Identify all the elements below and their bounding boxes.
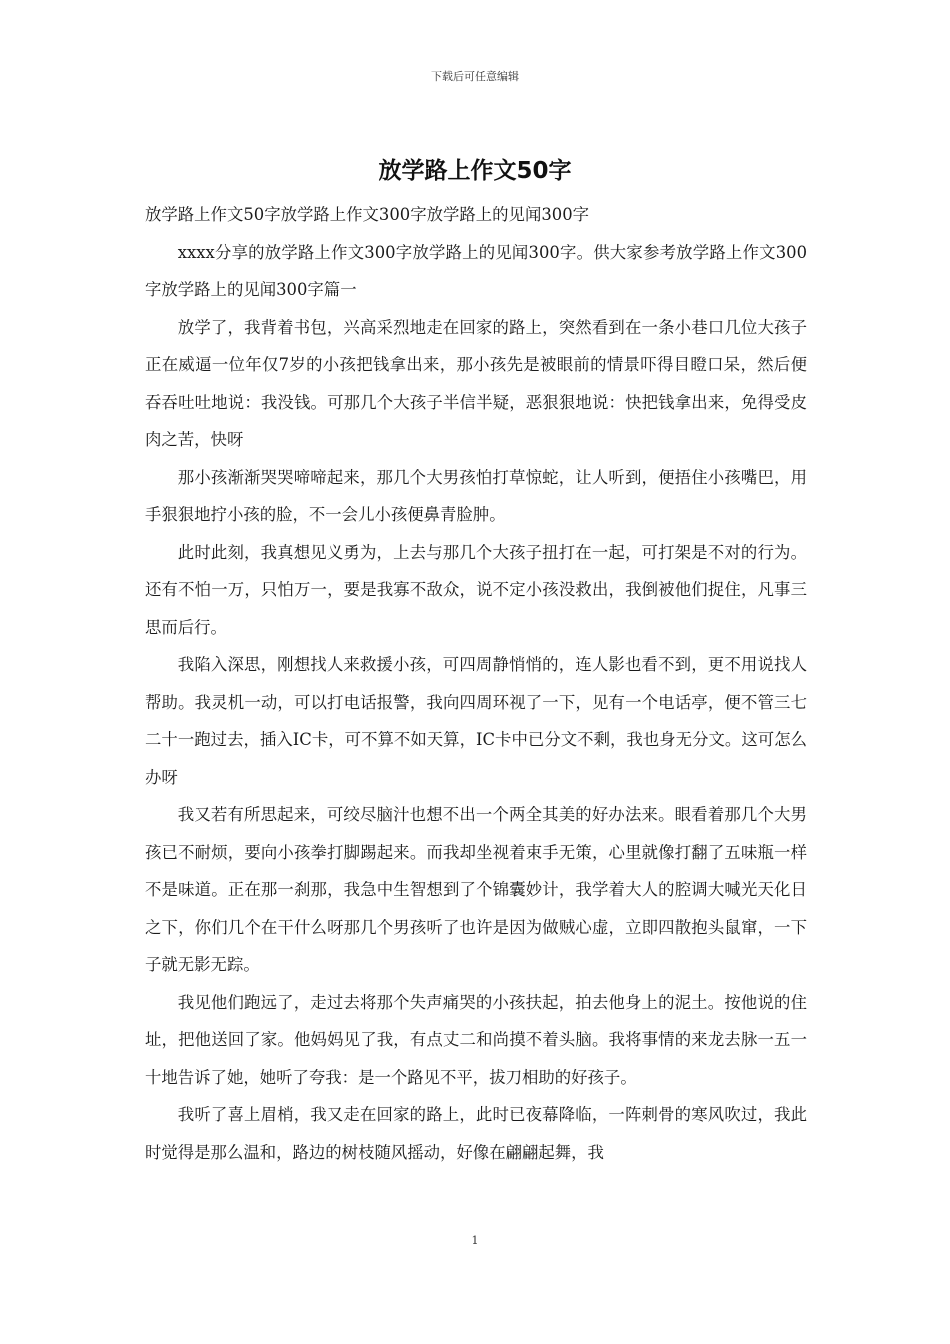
paragraph-intro: xxxx分享的放学路上作文300字放学路上的见闻300字。供大家参考放学路上作文300字放学路上的见闻300字篇一 [145, 242, 807, 299]
paragraph: 我陷入深思，刚想找人来救援小孩，可四周静悄悄的，连人影也看不到，更不用说找人帮助。我灵机一动，可以打电话报警，我向四周环视了一下，见有一个电话亭，便不管三七二十一跑过去，插入IC卡，可不算不如天算，IC卡中已分文不剩，我也身无分文。这可怎么办呀 [145, 655, 807, 787]
page-header-note: 下载后可任意编辑 [431, 70, 519, 83]
paragraph: 我听了喜上眉梢，我又走在回家的路上，此时已夜幕降临，一阵刺骨的寒风吹过，我此时觉得是那么温和，路边的树枝随风摇动，好像在翩翩起舞，我 [145, 1105, 807, 1162]
paragraph: 放学了，我背着书包，兴高采烈地走在回家的路上，突然看到在一条小巷口几位大孩子正在威逼一位年仅7岁的小孩把钱拿出来，那小孩先是被眼前的情景吓得目瞪口呆，然后便吞吞吐吐地说：我没钱。可那几个大孩子半信半疑，恶狠狠地说：快把钱拿出来，免得受皮肉之苦，快呀 [145, 317, 807, 449]
paragraph: 我见他们跑远了，走过去将那个失声痛哭的小孩扶起，拍去他身上的泥土。按他说的住址，把他送回了家。他妈妈见了我，有点丈二和尚摸不着头脑。我将事情的来龙去脉一五一十地告诉了她，她听了夸我：是一个路见不平，拔刀相助的好孩子。 [145, 992, 807, 1087]
page-number: 1 [471, 1234, 479, 1247]
document-body [145, 196, 807, 1171]
paragraph: 我又若有所思起来，可绞尽脑汁也想不出一个两全其美的好办法来。眼看着那几个大男孩已不耐烦，要向小孩拳打脚踢起来。而我却坐视着束手无策，心里就像打翻了五味瓶一样不是味道。正在那一刹那，我急中生智想到了个锦囊妙计，我学着大人的腔调大喊光天化日之下，你们几个在干什么呀那几个男孩听了也许是因为做贼心虚，立即四散抱头鼠窜，一下子就无影无踪。 [145, 805, 807, 974]
document-title: 放学路上作文50字 [378, 158, 572, 184]
paragraph-subtitle: 放学路上作文50字放学路上作文300字放学路上的见闻300字 [145, 205, 590, 224]
paragraph: 那小孩渐渐哭哭啼啼起来，那几个大男孩怕打草惊蛇，让人听到，便捂住小孩嘴巴，用手狠狠地拧小孩的脸，不一会儿小孩便鼻青脸肿。 [145, 467, 807, 524]
paragraph: 此时此刻，我真想见义勇为，上去与那几个大孩子扭打在一起，可打架是不对的行为。还有不怕一万，只怕万一，要是我寡不敌众，说不定小孩没救出，我倒被他们捉住，凡事三思而后行。 [145, 542, 807, 637]
